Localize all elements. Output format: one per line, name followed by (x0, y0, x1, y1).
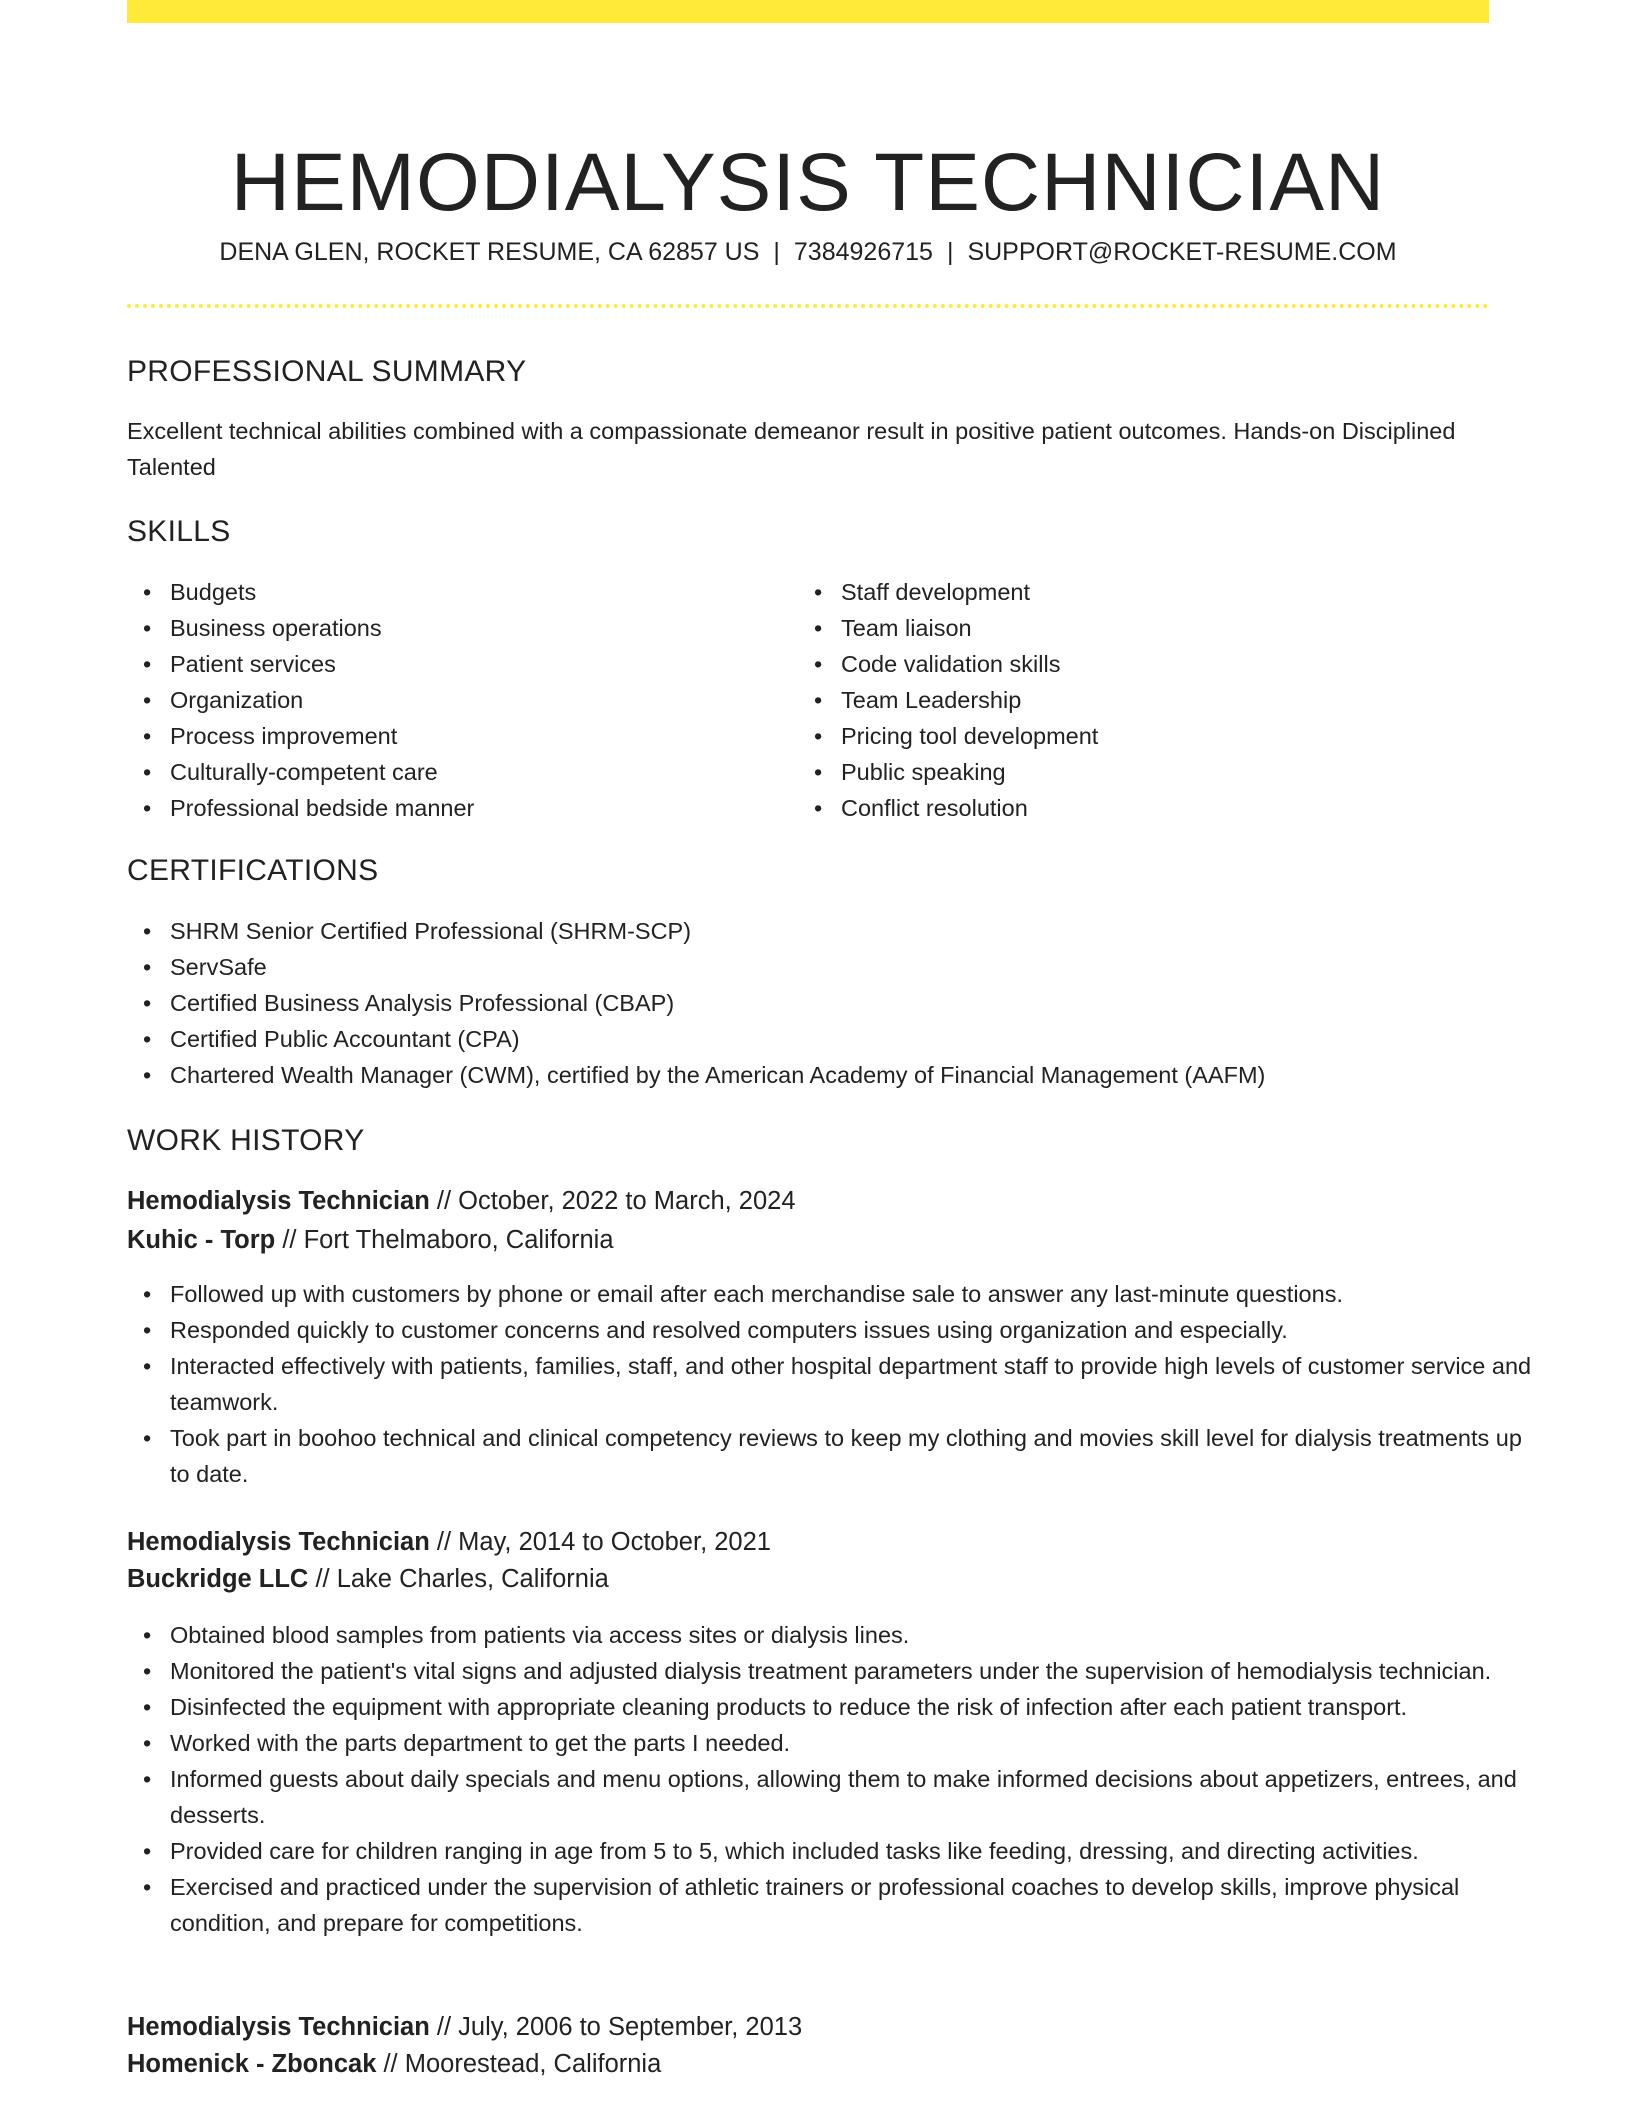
skill-item: • Patient services (170, 646, 770, 682)
job-dates: // July, 2006 to September, 2013 (429, 2013, 803, 2041)
contact-line (127, 232, 1489, 272)
skill-item: • Process improvement (170, 718, 770, 754)
job-company: Kuhic - Torp (127, 1226, 276, 1254)
job-location: // Moorestead, California (376, 2050, 662, 2078)
skill-item: • Pricing tool development (841, 718, 1481, 754)
job-bullet: • Took part in boohoo technical and clinical competency reviews to keep my clothing and movies skill level for dialysis treatments up to date. (170, 1420, 1532, 1492)
summary-heading: PROFESSIONAL SUMMARY (127, 355, 527, 388)
job-company: Buckridge LLC (127, 1565, 309, 1593)
job-location: // Lake Charles, California (308, 1565, 609, 1593)
summary-text: Excellent technical abilities combined with a compassionate demeanor result in positive patient outcomes. Hands-on Disciplined Talented (127, 418, 1456, 480)
skill-item: • Organization (170, 682, 770, 718)
job-bullet: • Disinfected the equipment with appropriate cleaning products to reduce the risk of infection after each patient transport. (170, 1689, 1532, 1725)
certifications-heading: CERTIFICATIONS (127, 854, 379, 887)
skill-item: • Team Leadership (841, 682, 1481, 718)
contact-email: SUPPORT@ROCKET-RESUME.COM (967, 238, 1397, 266)
certifications-list (127, 913, 1532, 1093)
job-bullet: • Followed up with customers by phone or email after each merchandise sale to answer any last-minute questions. (170, 1276, 1532, 1312)
contact-separator: | (773, 238, 780, 266)
skill-item: • Professional bedside manner (170, 790, 770, 826)
job-role: Hemodialysis Technician (127, 1187, 430, 1215)
certification-item: • Certified Business Analysis Professional (CBAP) (170, 985, 1532, 1021)
contact-separator: | (946, 238, 954, 266)
job-company-line (127, 2045, 661, 2083)
resume-title: HEMODIALYSIS TECHNICIAN (230, 136, 1386, 228)
job-dates: // May, 2014 to October, 2021 (429, 1528, 771, 1556)
contact-phone: 7384926715 (793, 238, 933, 266)
skills-list-left (127, 574, 770, 826)
top-accent-bar (127, 0, 1489, 23)
job-title-line (127, 1523, 771, 1561)
skill-item: • Culturally-competent care (170, 754, 770, 790)
job-location: // Fort Thelmaboro, California (275, 1226, 614, 1254)
skill-item: • Budgets (170, 574, 770, 610)
job-company-line (127, 1560, 609, 1598)
job-bullet: • Worked with the parts department to get the parts I needed. (170, 1725, 1532, 1761)
skill-item: • Staff development (841, 574, 1481, 610)
job-bullet: • Interacted effectively with patients, families, staff, and other hospital department staff to provide high levels of customer service and teamwork. (170, 1348, 1532, 1420)
skill-item: • Conflict resolution (841, 790, 1481, 826)
header-divider (127, 304, 1489, 308)
job-role: Hemodialysis Technician (127, 2013, 430, 2041)
skill-item: • Business operations (170, 610, 770, 646)
skills-heading: SKILLS (127, 515, 231, 548)
job-bullet: • Responded quickly to customer concerns and resolved computers issues using organization and especially. (170, 1312, 1532, 1348)
certification-item: • Certified Public Accountant (CPA) (170, 1021, 1532, 1057)
work-history-heading: WORK HISTORY (127, 1124, 365, 1157)
job-bullet: • Informed guests about daily specials and menu options, allowing them to make informed decisions about appetizers, entrees, and desserts. (170, 1761, 1532, 1833)
job-company: Homenick - Zboncak (127, 2050, 377, 2078)
job-dates: // October, 2022 to March, 2024 (429, 1187, 796, 1215)
job-role: Hemodialysis Technician (127, 1528, 430, 1556)
job-bullet: • Obtained blood samples from patients via access sites or dialysis lines. (170, 1617, 1532, 1653)
contact-address: DENA GLEN, ROCKET RESUME, CA 62857 US (219, 238, 760, 266)
job-bullet: • Exercised and practiced under the supervision of athletic trainers or professional coaches to develop skills, improve physical condition, and prepare for competitions. (170, 1869, 1532, 1941)
job-bullets (127, 1617, 1532, 1941)
job-bullet: • Monitored the patient's vital signs and adjusted dialysis treatment parameters under the supervision of hemodialysis technician. (170, 1653, 1532, 1689)
skill-item: • Public speaking (841, 754, 1481, 790)
certification-item: • Chartered Wealth Manager (CWM), certified by the American Academy of Financial Management (AAFM) (170, 1057, 1532, 1093)
job-company-line (127, 1221, 614, 1259)
job-bullet: • Provided care for children ranging in age from 5 to 5, which included tasks like feeding, dressing, and directing activities. (170, 1833, 1532, 1869)
certification-item: • SHRM Senior Certified Professional (SHRM-SCP) (170, 913, 1532, 949)
skill-item: • Team liaison (841, 610, 1481, 646)
certification-item: • ServSafe (170, 949, 1532, 985)
skill-item: • Code validation skills (841, 646, 1481, 682)
skills-list-right (798, 574, 1481, 826)
job-title-line (127, 2008, 802, 2046)
job-bullets (127, 1276, 1532, 1492)
job-title-line (127, 1182, 796, 1220)
